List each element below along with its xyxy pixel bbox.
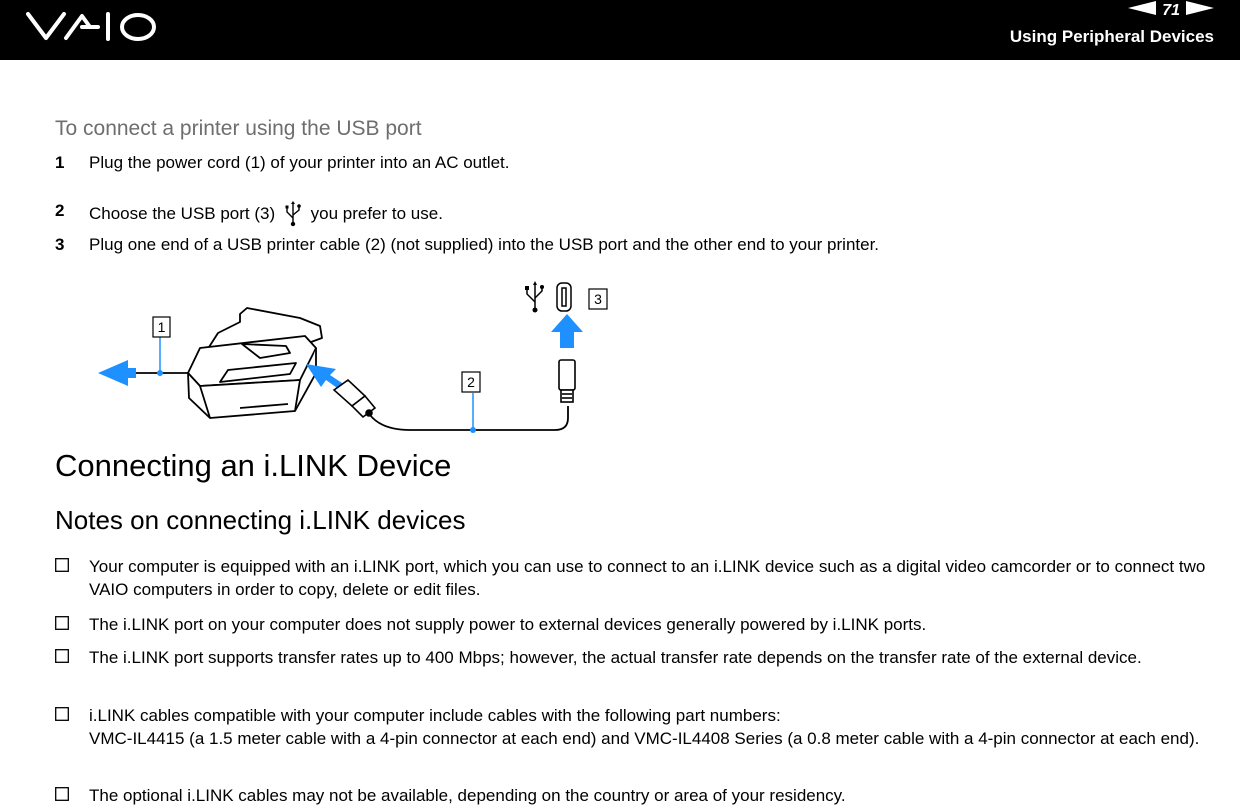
step-number: 2 bbox=[55, 201, 65, 220]
step-text: Plug one end of a USB printer cable (2) (not supplied) into the USB port and the other end to your printer. bbox=[89, 235, 880, 254]
printer-illustration bbox=[188, 308, 322, 418]
next-page-icon[interactable] bbox=[1186, 1, 1214, 20]
svg-text:2: 2 bbox=[467, 374, 475, 390]
step-number: 3 bbox=[55, 235, 65, 254]
usb-symbol-icon bbox=[525, 281, 544, 313]
note-text-line: i.LINK cables compatible with your computer include cables with the following part numbers: bbox=[89, 706, 781, 725]
step-text: Plug the power cord (1) of your printer into an AC outlet. bbox=[89, 153, 510, 172]
ilink-section-title: Connecting an i.LINK Device bbox=[55, 448, 452, 483]
page-navigation bbox=[1128, 1, 1214, 20]
ac-outlet-arrow-icon bbox=[98, 360, 136, 386]
callout-2 bbox=[462, 372, 480, 392]
logo-text: VAIO bbox=[26, 10, 29, 11]
note-text: Your computer is equipped with an i.LINK port, which you can use to connect to an i.LINK device such as a digital video camcorder or to connect two VAIO computers in order to copy, delete or edit files. bbox=[89, 557, 1206, 599]
page-header bbox=[0, 0, 1240, 60]
checkbox-bullet-icon bbox=[55, 649, 69, 663]
checkbox-bullet-icon bbox=[55, 558, 69, 572]
usb-icon bbox=[284, 201, 302, 227]
checkbox-bullet-icon bbox=[55, 787, 69, 801]
usb-port-arrow-icon bbox=[551, 314, 583, 348]
usb-a-plug bbox=[559, 360, 575, 402]
section-title: Using Peripheral Devices bbox=[1009, 27, 1214, 46]
step-number: 1 bbox=[55, 153, 65, 172]
note-text: The i.LINK port on your computer does not supply power to external devices generally powered by i.LINK ports. bbox=[89, 615, 927, 634]
ilink-notes-subtitle: Notes on connecting i.LINK devices bbox=[55, 505, 466, 535]
svg-text:3: 3 bbox=[594, 291, 602, 307]
note-text: The i.LINK port supports transfer rates up to 400 Mbps; however, the actual transfer rate depends on the transfer rate of the external device. bbox=[89, 648, 1142, 667]
usb-b-plug bbox=[334, 380, 375, 417]
note-text: The optional i.LINK cables may not be available, depending on the country or area of your residency. bbox=[89, 786, 846, 805]
checkbox-bullet-icon bbox=[55, 707, 69, 721]
part-numbers-text: VMC-IL4415 (a 1.5 meter cable with a 4-pin connector at each end) and VMC-IL4408 Series (a 0.8 meter cable with a 4-pin connector at each end). bbox=[89, 729, 1200, 748]
step-text-before: Choose the USB port (3) bbox=[89, 204, 276, 223]
callout-1 bbox=[153, 317, 170, 337]
step-text-after: you prefer to use. bbox=[310, 204, 443, 223]
callout-3 bbox=[589, 289, 607, 309]
printer-subheading: To connect a printer using the USB port bbox=[55, 117, 422, 140]
note-text bbox=[89, 704, 1240, 750]
page-number: 71 bbox=[1162, 1, 1180, 19]
vaio-logo bbox=[26, 10, 161, 49]
step-text bbox=[89, 201, 443, 227]
printer-usb-diagram bbox=[90, 278, 630, 443]
usb-port-icon bbox=[557, 283, 571, 311]
checkbox-bullet-icon bbox=[55, 616, 69, 630]
usb-cable bbox=[370, 406, 568, 430]
svg-text:1: 1 bbox=[157, 319, 166, 335]
prev-page-icon[interactable] bbox=[1128, 1, 1156, 20]
